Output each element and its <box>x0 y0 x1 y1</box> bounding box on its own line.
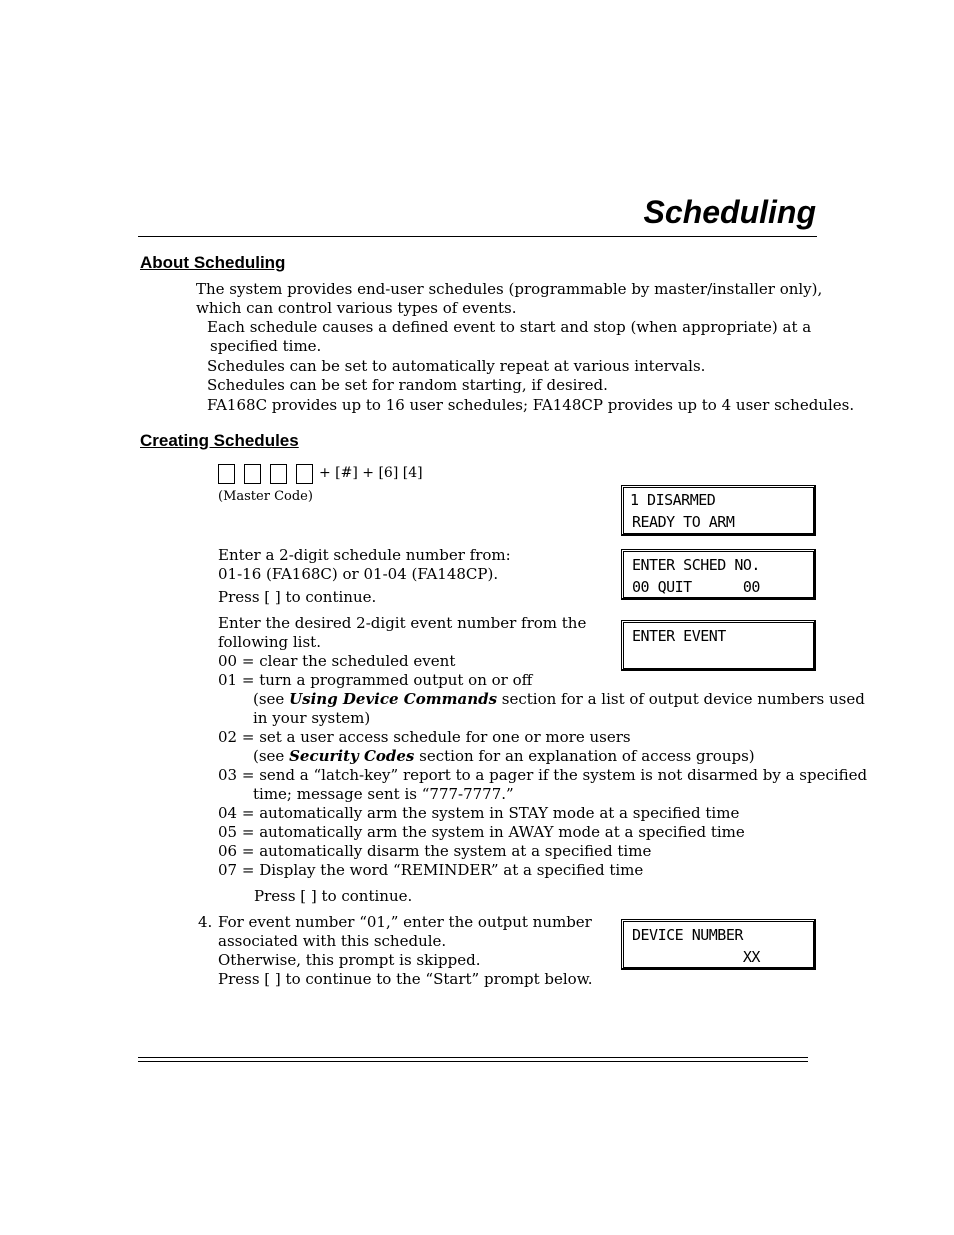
step3-text: following list. <box>218 633 321 651</box>
event-note: (see Security Codes section for an explanation of access groups) <box>253 747 755 765</box>
event-item: 01 = turn a programmed output on or off <box>218 671 533 689</box>
about-bullet-continuation: specified time. <box>210 337 322 355</box>
event-item: 07 = Display the word “REMINDER” at a specified time <box>218 861 644 879</box>
event-item: 02 = set a user access schedule for one or more users <box>218 728 631 746</box>
keypad-display <box>621 919 816 970</box>
security-codes-reference: Security Codes <box>289 747 415 765</box>
key-sequence: + [#] + [6] [4] <box>319 465 423 481</box>
about-bullet: FA168C provides up to 16 user schedules; FA148CP provides up to 4 user schedules. <box>207 396 855 414</box>
step2-text: 01-16 (FA168C) or 01-04 (FA148CP). <box>218 565 499 583</box>
keypad-display <box>621 620 816 671</box>
event-item: 03 = send a “latch-key” report to a pager if the system is not disarmed by a specified <box>218 766 868 784</box>
footer-rule <box>138 1057 808 1062</box>
event-note: (see Using Device Commands section for a list of output device numbers used <box>253 690 865 708</box>
step3-press: Press [ ] to continue. <box>254 887 413 905</box>
step2-text: Enter a 2-digit schedule number from: <box>218 546 511 564</box>
about-bullet: Each schedule causes a defined event to start and stop (when appropriate) at a <box>207 318 812 336</box>
code-key-box <box>296 464 313 484</box>
keypad-display <box>621 485 816 536</box>
about-scheduling-heading: About Scheduling <box>140 253 286 272</box>
code-key-box <box>244 464 261 484</box>
about-intro-line2: which can control various types of events. <box>196 299 517 317</box>
display-line: 1 DISARMED <box>630 491 716 509</box>
about-bullet: Schedules can be set for random starting, if desired. <box>207 376 608 394</box>
event-note: time; message sent is “777-7777.” <box>253 785 514 803</box>
code-key-box <box>270 464 287 484</box>
step3-text: Enter the desired 2-digit event number from the <box>218 614 587 632</box>
creating-schedules-heading: Creating Schedules <box>140 431 299 450</box>
event-item: 00 = clear the scheduled event <box>218 652 456 670</box>
code-key-box <box>218 464 235 484</box>
display-line: READY TO ARM <box>632 513 735 531</box>
step2-press: Press [ ] to continue. <box>218 588 377 606</box>
display-line: ENTER SCHED NO. <box>632 556 760 574</box>
step4-text: For event number “01,” enter the output number <box>218 913 592 931</box>
title-rule <box>138 236 817 237</box>
device-commands-reference: Using Device Commands <box>289 690 498 708</box>
display-line: 00 QUIT 00 <box>632 578 760 596</box>
display-line: ENTER EVENT <box>632 627 726 645</box>
about-intro-line1: The system provides end-user schedules (programmable by master/installer only), <box>196 280 823 298</box>
event-item: 06 = automatically disarm the system at a specified time <box>218 842 652 860</box>
keypad-display <box>621 549 816 600</box>
page-title: Scheduling <box>643 194 816 230</box>
master-code-caption: (Master Code) <box>218 489 313 504</box>
event-item: 05 = automatically arm the system in AWAY mode at a specified time <box>218 823 745 841</box>
event-item: 04 = automatically arm the system in STAY mode at a specified time <box>218 804 740 822</box>
step-number: 4. <box>198 913 213 931</box>
step4-text: associated with this schedule. <box>218 932 447 950</box>
event-note: in your system) <box>253 709 371 727</box>
about-bullet: Schedules can be set to automatically repeat at various intervals. <box>207 357 706 375</box>
display-line: DEVICE NUMBER <box>632 926 743 944</box>
step4-text: Otherwise, this prompt is skipped. <box>218 951 481 969</box>
step4-press: Press [ ] to continue to the “Start” prompt below. <box>218 970 593 988</box>
display-line: XX <box>632 948 760 966</box>
